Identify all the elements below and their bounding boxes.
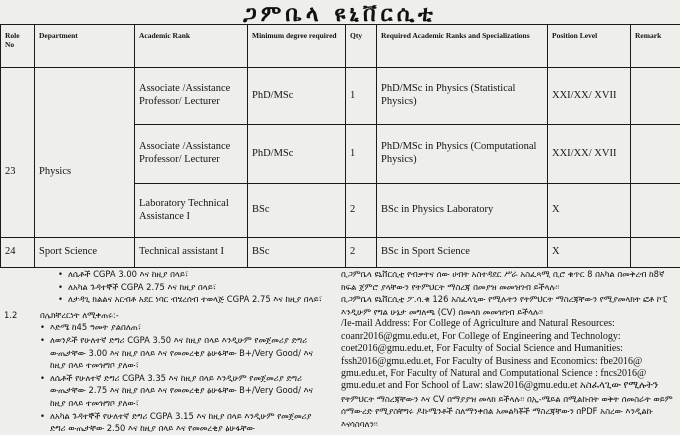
remark-cell [631, 238, 680, 268]
remark-cell [631, 184, 680, 238]
qty-cell: 1 [346, 68, 377, 125]
rank-cell: Technical assistant I [135, 238, 248, 268]
bullet-text: ለአካል ጉዳተኞች የሁለተኛ ድግሪ CGPA 3.15 እና ከዚያ በላይ እንዲሁም የመጀመሪያ ድግሪ ውጤታቸው 2.50 እና ከዚያ በላይ እና የመመረቂያ ፅሁፋቸው [50, 411, 312, 434]
qty-cell: 2 [346, 238, 377, 268]
bullet-text: ለታዳጊ ክልልና አርብቶ አደር ነባር ብሄረሰብ ተወላጅ CGPA 2.75 እና ከዚያ በላይ፣ [68, 294, 322, 304]
vacancy-table [0, 24, 680, 268]
level-cell: X [548, 238, 631, 268]
bullet-icon: • [40, 334, 45, 347]
list-item [0, 321, 325, 334]
spec-cell: BSc in Physics Laboratory [377, 184, 548, 238]
email-line: coet2016@gmu.edu.et, For Faculty of Social Science and Humanities: [341, 343, 678, 355]
header-specializations: Required Academic Ranks and Specializations [377, 25, 548, 68]
email-line: /Ie-mail Address: For College of Agriculture and Natural Resources: [341, 318, 678, 330]
list-item [0, 372, 325, 410]
bullet-text: እድሜ ከ45 ዓመት ያልበለጠ፣ [50, 322, 141, 332]
email-line: fssh2016@gmu.edu.et, For Faculty of Business and Economics: fbe2016@ [341, 356, 678, 368]
qty-cell: 1 [346, 125, 377, 184]
header-role-no: Role No [1, 25, 35, 68]
degree-cell: BSc [248, 184, 346, 238]
level-cell: XXI/XX/ XVII [548, 125, 631, 184]
role-no-cell: 23 [1, 68, 35, 238]
header-position-level: Position Level [548, 25, 631, 68]
header-academic-rank: Academic Rank [135, 25, 248, 68]
table-header-row [1, 25, 680, 68]
bullet-icon: • [40, 321, 45, 334]
bullet-icon: • [58, 268, 63, 281]
application-outro: የትምህርት ማስረጃቸውን እና CV በማያያዝ መላክ ይችላሉ፡፡ በኢ-ሜይል በሚልኩበት ወቅት ሰመስራት ወይም ሰማውረድ የሚያስቸግሩ ዶኩሜንቶች ስለማንቀበል አመልካቾች ማስረጃቸውን በPDF አስረው እንዲልኩ እናሳስባለን፡፡ [341, 393, 678, 431]
remark-cell [631, 125, 680, 184]
table-row [1, 68, 680, 125]
role-no-cell: 24 [1, 238, 35, 268]
level-cell: X [548, 184, 631, 238]
bullet-icon: • [40, 372, 45, 385]
list-item [0, 334, 325, 372]
bullet-text: ለአካል ጉዳተኞች CGPA 2.75 እና ከዚያ በላይ፣ [68, 282, 216, 292]
right-column [341, 268, 678, 431]
spec-cell: BSc in Sport Science [377, 238, 548, 268]
section-title: በሌክቸረርነት ለሚቀጠሩ:- [40, 310, 119, 320]
list-item [0, 293, 325, 306]
bullet-text: ለሴቶች CGPA 3.00 እና ከዚያ በላይ፣ [68, 269, 188, 279]
section-heading [0, 309, 325, 322]
degree-cell: PhD/MSc [248, 68, 346, 125]
degree-cell: PhD/MSc [248, 125, 346, 184]
email-intro: ቢጋምቤላ ዩኒቨርሲቲ ፖ.ሳ.ቁ 126 አስፈላጊው የሚሉትን የትምህርት ማስረጃቸውን የሚያመላክት ፎቶ ኮፒ እንዲሁም የግል ሁኔታ መግለጫ (CV) በመላክ መመዝገብ ይችላሉ፡፡ [341, 293, 678, 318]
email-line: coanr2016@gmu.edu.et, For College of Engineering and Technology: [341, 331, 678, 343]
header-minimum-degree: Minimum degree required [248, 25, 346, 68]
page-title: ጋምቤላ ዩኒቨርሲቲ [0, 2, 680, 27]
email-line: gmu.edu.et, For Faculty of Natural and Computational Science : fncs2016@ [341, 368, 678, 380]
bullet-icon: • [58, 281, 63, 294]
remark-cell [631, 68, 680, 125]
bullet-text: ለሴቶች የሁለተኛ ድግሪ CGPA 3.35 እና ከዚያ በላይ እንዲሁም የመጀመሪያ ድግሪ ውጤታቸው 2.75 እና ከዚያ በላይ እና የመመረቂያ ፅሁፋቸው B+/Very Good/ እና ከዚያ በላይ ተመዝግቦ ያለው፣ [50, 373, 313, 408]
rank-cell: Laboratory Technical Assistance I [135, 184, 248, 238]
qty-cell: 2 [346, 184, 377, 238]
list-item [0, 410, 325, 435]
rank-cell: Associate /Assistance Professor/ Lecturer [135, 125, 248, 184]
header-qty: Qty [346, 25, 377, 68]
spec-cell: PhD/MSc in Physics (Computational Physics) [377, 125, 548, 184]
section-number: 1.2 [4, 309, 17, 322]
level-cell: XXI/XX/ XVII [548, 68, 631, 125]
header-remark: Remark [631, 25, 680, 68]
department-cell: Physics [35, 68, 135, 238]
header-department: Department [35, 25, 135, 68]
table-row [1, 238, 680, 268]
requirements-text [0, 268, 680, 425]
department-cell: Sport Science [35, 238, 135, 268]
left-column [0, 268, 325, 435]
degree-cell: BSc [248, 238, 346, 268]
spec-cell: PhD/MSc in Physics (Statistical Physics) [377, 68, 548, 125]
rank-cell: Associate /Assistance Professor/ Lecturer [135, 68, 248, 125]
bullet-icon: • [58, 293, 63, 306]
list-item [0, 268, 325, 281]
list-item [0, 281, 325, 294]
application-intro: ቢጋምቤላ ዩኒቨርሲቲ የብቃትና ሰው ሀብት አስተዳደር ሥራ አስፈጻሚ ቢሮ ቁጥር 8 በአካል በመቅረብ ከ8ኛ ክፍል ጀምሮ ያላቸውን የትምህርት ማስረጃ በመያዝ መመዝገብ ይችላሉ፡፡ [341, 268, 678, 293]
bullet-icon: • [40, 410, 45, 423]
bullet-text: ለወንዶች የሁለተኛ ድግሪ CGPA 3.50 እና ከዚያ በላይ እንዲሁም የመጀመሪያ ድግሪ ውጤታቸው 3.00 እና ከዚያ በላይ እና የመመረቂያ ፅሁፋቸው B+/Very Good/ እና ከዚያ በላይ ተመዝግቦ ያለው፣ [50, 335, 313, 370]
email-line: gmu.edu.et and For School of Law: slaw2016@gmu.edu.et አስፈላጊው የሚሉትን [341, 380, 678, 392]
